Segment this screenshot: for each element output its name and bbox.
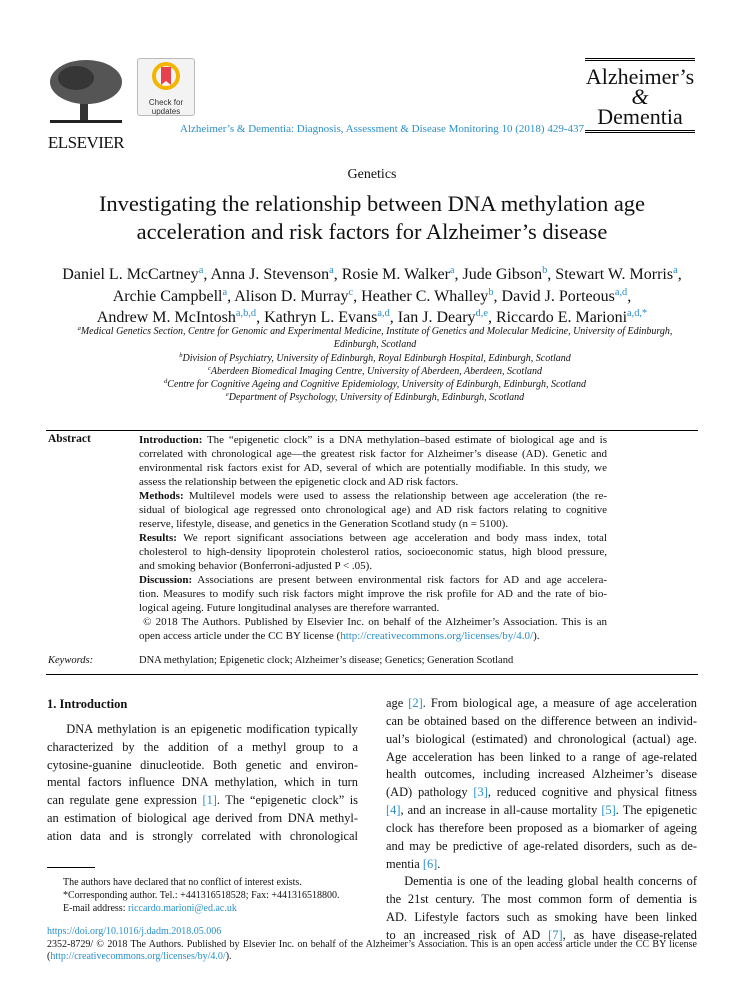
- link[interactable]: [7]: [548, 927, 563, 942]
- text-line: an estimation of biological age derived from DNA methyl-: [47, 810, 358, 825]
- footnotes: [63, 876, 363, 915]
- affiliation-marker: a: [77, 325, 81, 332]
- abstract-body: [139, 433, 607, 643]
- author-name: Archie Campbell: [112, 287, 223, 305]
- journal-logo-line: Alzheimer’s: [585, 64, 695, 89]
- link[interactable]: http://creativecommons.org/licenses/by/4.0/: [340, 630, 534, 642]
- author-name: Stewart W. Morris: [555, 266, 674, 283]
- affiliations: [40, 325, 710, 405]
- title-line: acceleration and risk factors for Alzheimer’s disease: [136, 219, 608, 244]
- footer-line: [47, 926, 697, 939]
- separator: ,: [454, 266, 463, 283]
- abstract-line: cholesterol to high-density lipoprotein cholesterol ratios, socioeconomic status, high blood pressure,: [139, 546, 607, 558]
- check-for-updates-badge[interactable]: [137, 58, 195, 116]
- author-affiliation-marker[interactable]: a: [222, 286, 228, 298]
- affiliation-marker: c: [207, 364, 211, 372]
- link[interactable]: [6]: [422, 856, 438, 871]
- section-label: Genetics: [347, 167, 397, 182]
- text-line: AD. Lifestyle factors such as smoking have been linked: [386, 910, 697, 925]
- label: Introduction:: [139, 434, 203, 446]
- author-name: Andrew M. McIntosh: [96, 309, 236, 326]
- link[interactable]: http://creativecommons.org/licenses/by/4.0/: [50, 951, 226, 962]
- text-line: DNA methylation is an epigenetic modification typically: [47, 722, 358, 736]
- label: Methods:: [139, 490, 184, 502]
- journal-logo-line: Dementia: [597, 104, 683, 129]
- author-affiliation-marker[interactable]: a: [198, 265, 204, 276]
- author-name: Heather C. Whalley: [361, 287, 489, 305]
- separator: ,: [487, 309, 496, 326]
- keywords-label: Keywords:: [48, 655, 94, 666]
- affiliation: [40, 338, 710, 351]
- abstract-rule-top: [46, 430, 698, 431]
- abstract-line: sidual of biological age regressed onto chronological age) and AD risk factors relating to cognitive: [139, 504, 607, 516]
- page-footer: [47, 926, 697, 964]
- text-line: [4], and an increase in all-cause mortality [5]. The epigenetic: [386, 803, 697, 818]
- affiliation-text: Division of Psychiatry, University of Edinburgh, Royal Edinburgh Hospital, Edinburgh, Scotland: [182, 352, 571, 364]
- author-name: Anna J. Stevenson: [210, 266, 330, 283]
- author-affiliation-marker[interactable]: a,d: [614, 286, 628, 298]
- separator: ,: [547, 266, 556, 283]
- affiliation: [40, 325, 710, 338]
- elsevier-logo: [46, 58, 126, 152]
- paper-title: [0, 190, 744, 246]
- affiliation-marker: d: [164, 378, 168, 386]
- abstract-line: © 2018 The Authors. Published by Elsevier Inc. on behalf of the Alzheimer’s Association. This is an: [139, 616, 607, 628]
- text-line: age [2]. From biological age, a measure of age acceleration: [386, 696, 697, 710]
- intro-heading: 1. Introduction: [47, 697, 128, 711]
- publisher-name: ELSEVIER: [47, 133, 125, 152]
- author-name: Daniel L. McCartney: [62, 266, 199, 283]
- author-name: Kathryn L. Evans: [264, 309, 378, 326]
- text-line: to an increased risk of AD [7], as have disease-related: [386, 927, 697, 942]
- abstract-line: environmental risk factors exist for AD, several of which are potentially modifiable. In this study, we: [139, 462, 607, 474]
- link[interactable]: riccardo.marioni@ed.ac.uk: [127, 903, 237, 914]
- author-affiliation-marker[interactable]: b: [542, 265, 548, 276]
- author-affiliation-marker[interactable]: a,d: [377, 308, 390, 319]
- separator: ,: [203, 266, 211, 283]
- text-line: health outcomes, including increased Alzheimer’s disease: [386, 767, 697, 782]
- author-affiliation-marker[interactable]: a: [673, 265, 678, 276]
- author-affiliation-marker[interactable]: b: [488, 286, 494, 298]
- abstract-line: Results: We report significant associations between age acceleration and body mass index, total: [139, 532, 607, 544]
- title-line: Investigating the relationship between DNA methylation age: [98, 191, 646, 216]
- elsevier-tree-icon: [46, 58, 126, 126]
- text-line: (AD) pathology [3], reduced cognitive and physical fitness: [386, 785, 697, 800]
- author-affiliation-marker[interactable]: a,b,d: [235, 308, 257, 319]
- separator: ,: [256, 309, 265, 326]
- label: Results:: [139, 532, 177, 544]
- separator: ,: [227, 287, 235, 305]
- author-name: Rosie M. Walker: [341, 266, 450, 283]
- text-line: can be obtained based on the difference between an individ-: [386, 713, 697, 728]
- link[interactable]: [3]: [473, 785, 488, 800]
- abstract-line: reserve, lifestyle, disease, and genetics in the Generation Scotland study (n = 5100).: [139, 518, 509, 530]
- affiliation: [40, 391, 710, 404]
- text-line: Dementia is one of the leading global health concerns of: [386, 874, 697, 889]
- affiliation-text: Department of Psychology, University of Edinburgh, Edinburgh, Scotland: [228, 392, 525, 404]
- separator: ,: [677, 266, 682, 283]
- separator: ,: [333, 266, 342, 283]
- author-name: Alison D. Murray: [234, 287, 349, 305]
- link[interactable]: [2]: [408, 696, 423, 710]
- keywords-text: DNA methylation; Epigenetic clock; Alzheimer’s disease; Genetics; Generation Scotland: [139, 655, 514, 666]
- author-line: [0, 286, 744, 308]
- text-line: ation data and is strongly correlated with chronological: [47, 828, 358, 843]
- affiliation-text: Edinburgh, Scotland: [333, 339, 417, 351]
- abstract-line: Introduction: The “epigenetic clock” is a DNA methylation–based estimate of biological age and is: [139, 434, 607, 446]
- affiliation: [40, 378, 710, 391]
- journal-citation[interactable]: Alzheimer’s & Dementia: Diagnosis, Assessment & Disease Monitoring 10 (2018) 429-437: [180, 123, 584, 135]
- separator: ,: [493, 287, 502, 305]
- affiliation-marker: e: [225, 391, 229, 399]
- separator: ,: [389, 309, 398, 326]
- text-line: mental factors influence DNA methylation, which in turn: [47, 775, 358, 790]
- author-name: David J. Porteous: [501, 287, 615, 305]
- intro-left-column: [47, 721, 358, 845]
- author-list: [0, 264, 744, 329]
- abstract-rule-bottom: [46, 674, 698, 675]
- affiliation-text: Centre for Cognitive Ageing and Cognitive Epidemiology, University of Edinburgh, Edinburgh, Scotland: [167, 379, 586, 391]
- abstract-line: logical ageing. Future longitudinal analyses are therefore warranted.: [139, 602, 440, 614]
- author-affiliation-marker[interactable]: a: [329, 265, 334, 276]
- text-line: and may be predictive of age-related disorders, such as de-: [386, 838, 697, 853]
- abstract-line: correlated with chronological age—the greatest risk factor for Alzheimer’s disease (AD). Genetic and: [139, 448, 607, 460]
- affiliation-text: Aberdeen Biomedical Imaging Centre, University of Aberdeen, Aberdeen, Scotland: [210, 365, 542, 377]
- affiliation-text: Medical Genetics Section, Centre for Genomic and Experimental Medicine, Institute of Genetics and Molecular Medicine, University of Edinburgh,: [80, 326, 673, 337]
- footnote-line: *Corresponding author. Tel.: +441316518528; Fax: +441316518800.: [63, 890, 340, 901]
- label: Discussion:: [139, 574, 193, 586]
- author-affiliation-marker[interactable]: a: [449, 265, 455, 276]
- abstract-line: Methods: Multilevel models were used to assess the relationship between age acceleration (the re-: [139, 490, 607, 502]
- text-line: ual’s biological (estimated) and chronological (actual) age.: [386, 731, 697, 746]
- crossmark-icon: [138, 59, 194, 93]
- intro-right-column: [386, 695, 697, 945]
- author-affiliation-marker[interactable]: a,d,*: [627, 308, 648, 319]
- author-line: [0, 264, 744, 286]
- text-line: Age acceleration has been linked to a range of age-related: [386, 749, 697, 764]
- author-name: Ian J. Deary: [397, 309, 476, 326]
- abstract-line: open access article under the CC BY license (http://creativecommons.org/licenses/by/4.0/).: [139, 630, 540, 642]
- affiliation: [40, 365, 710, 378]
- link[interactable]: [1]: [202, 793, 217, 807]
- footnote-separator: [47, 867, 95, 868]
- text-line: the 21st century. The most common form of dementia is: [386, 892, 697, 907]
- text-line: characterized by the addition of a methyl group to a: [47, 739, 358, 754]
- footer-line: 2352-8729/ © 2018 The Authors. Published by Elsevier Inc. on behalf of the Alzheimer’s Association. This is an open access article under the CC BY license: [47, 938, 697, 950]
- author-name: Riccardo E. Marioni: [495, 309, 628, 326]
- footer-line: (http://creativecommons.org/licenses/by/4.0/).: [47, 951, 232, 962]
- abstract-line: tion. Measures to modify such risk factors might improve the risk profile for AD and the rate of bio-: [139, 588, 607, 600]
- author-affiliation-marker[interactable]: d,e: [475, 308, 488, 319]
- abstract-heading: Abstract: [48, 433, 91, 445]
- abstract-line: assess the relationship between the epigenetic clock and AD risk factors.: [139, 476, 459, 488]
- abstract-line: Discussion: Associations are present between environmental risk factors for AD and age accelera-: [139, 574, 607, 586]
- journal-logo: [585, 58, 695, 133]
- text-line: can regulate gene expression [1]. The “epigenetic clock” is: [47, 793, 358, 807]
- journal-logo-line: &: [631, 84, 649, 109]
- separator: ,: [627, 287, 632, 305]
- affiliation: [40, 352, 710, 365]
- abstract-line: and smoking behavior (Bonferroni-adjusted P < .05).: [139, 560, 373, 572]
- separator: ,: [353, 287, 362, 305]
- link[interactable]: [5]: [601, 803, 616, 818]
- author-affiliation-marker[interactable]: c: [348, 286, 354, 298]
- link[interactable]: [4]: [386, 803, 401, 818]
- text-line: cytosine-guanine dinucleotide. Both genetic and environ-: [47, 757, 358, 772]
- footnote-line: The authors have declared that no conflict of interest exists.: [63, 877, 302, 888]
- text-line: clock has therefore been proposed as a biomarker of ageing: [386, 820, 697, 835]
- author-name: Jude Gibson: [462, 266, 543, 283]
- text-line: mentia [6].: [386, 856, 441, 871]
- footnote-line: E-mail address: riccardo.marioni@ed.ac.uk: [63, 903, 237, 914]
- check-for-updates-label: Check for updates: [148, 98, 184, 116]
- affiliation-marker: b: [179, 351, 183, 359]
- link[interactable]: https://doi.org/10.1016/j.dadm.2018.05.006: [47, 926, 222, 937]
